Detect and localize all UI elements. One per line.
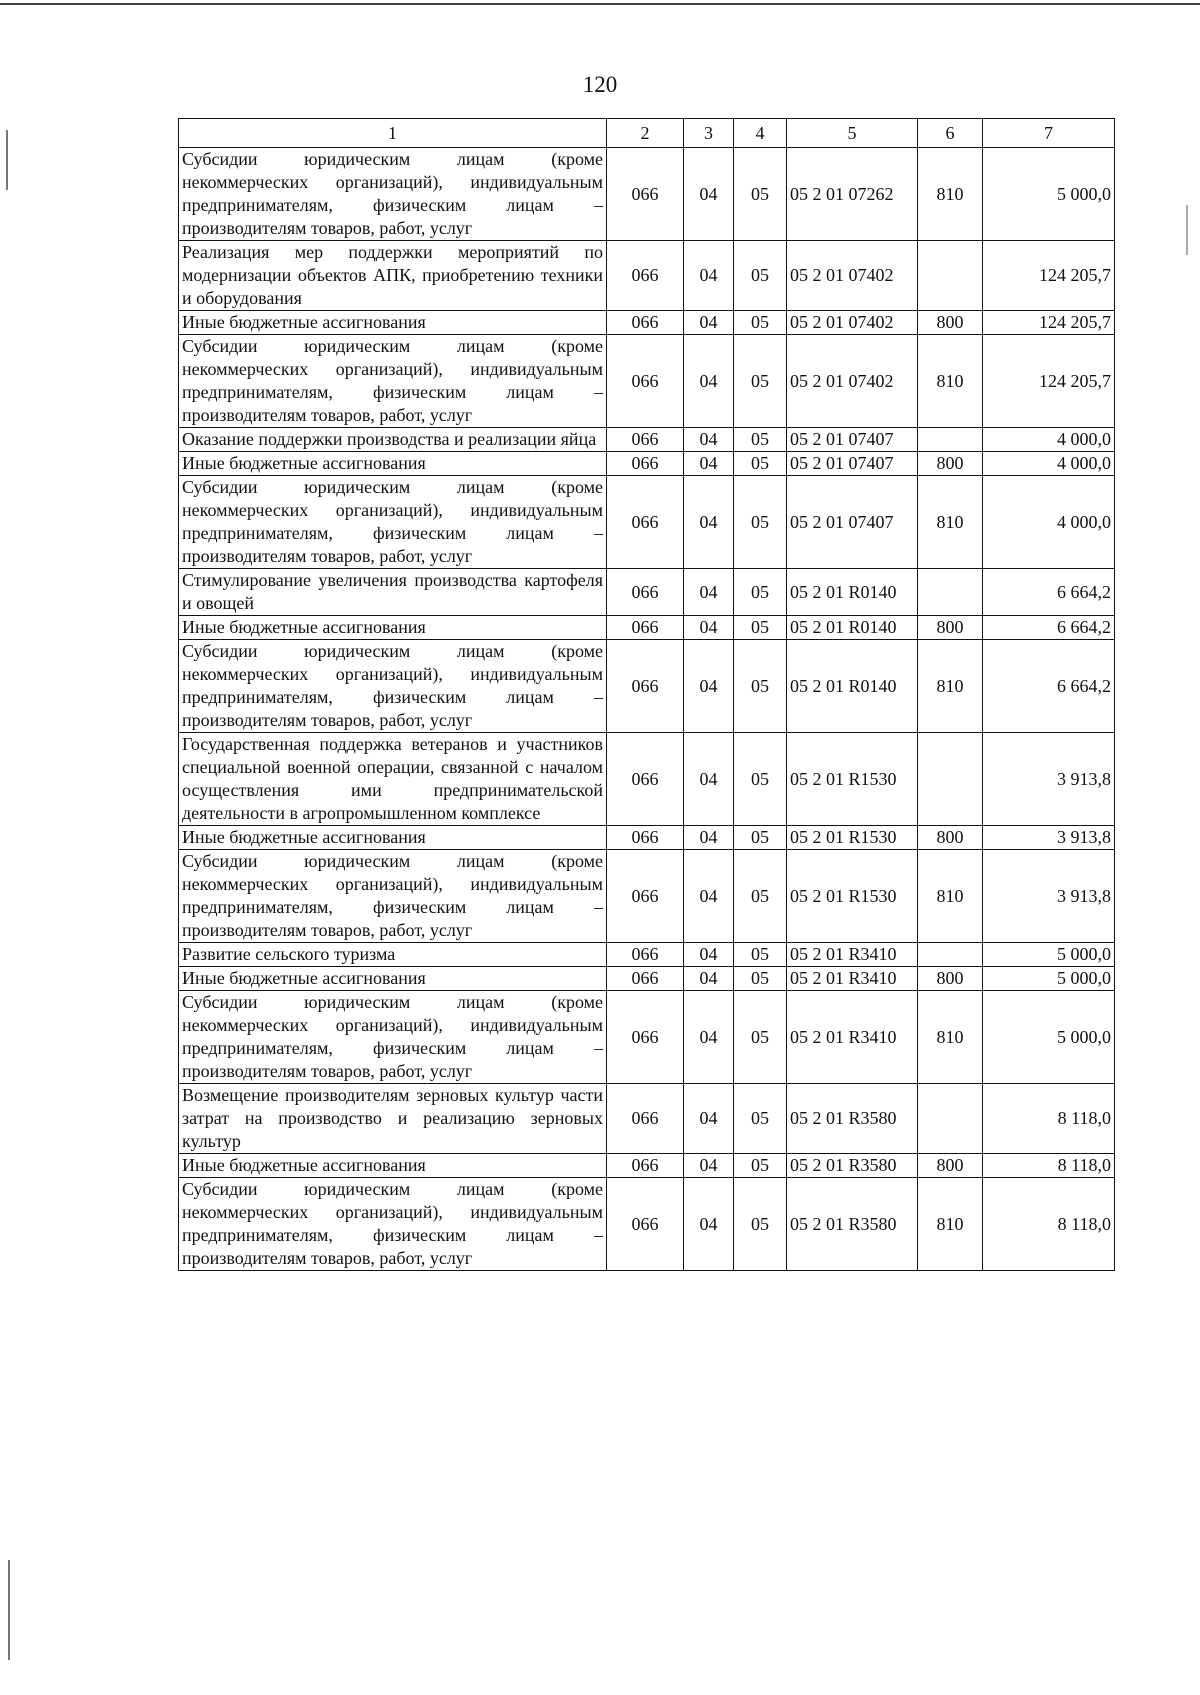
expense-type-cell: 800 — [918, 616, 983, 640]
amount-cell: 124 205,7 — [983, 311, 1115, 335]
scan-artifact-mark — [8, 1560, 10, 1660]
item-name-cell: Развитие сельского туризма — [179, 943, 607, 967]
admin-code-cell: 066 — [607, 569, 684, 616]
expense-type-cell: 800 — [918, 826, 983, 850]
admin-code-cell: 066 — [607, 616, 684, 640]
amount-cell: 5 000,0 — [983, 967, 1115, 991]
admin-code-cell: 066 — [607, 452, 684, 476]
item-name-cell: Иные бюджетные ассигнования — [179, 826, 607, 850]
section-code-cell: 04 — [684, 1154, 734, 1178]
subsection-code-cell: 05 — [734, 733, 787, 826]
item-name-cell: Субсидии юридическим лицам (кроме некоммерческих организаций), индивидуальным предпринимателям, физическим лицам – производителям товаров, работ, услуг — [179, 640, 607, 733]
amount-cell: 6 664,2 — [983, 569, 1115, 616]
admin-code-cell: 066 — [607, 428, 684, 452]
subsection-code-cell: 05 — [734, 943, 787, 967]
item-name-cell: Иные бюджетные ассигнования — [179, 452, 607, 476]
admin-code-cell: 066 — [607, 943, 684, 967]
table-row — [179, 569, 1115, 616]
expense-type-cell — [918, 1084, 983, 1154]
item-name-cell: Реализация мер поддержки мероприятий по модернизации объектов АПК, приобретению техники и оборудования — [179, 241, 607, 311]
target-article-cell: 05 2 01 R3580 — [787, 1084, 918, 1154]
section-code-cell: 04 — [684, 826, 734, 850]
target-article-cell: 05 2 01 R3410 — [787, 991, 918, 1084]
item-name-cell: Стимулирование увеличения производства картофеля и овощей — [179, 569, 607, 616]
table-row — [179, 148, 1115, 241]
subsection-code-cell: 05 — [734, 311, 787, 335]
subsection-code-cell: 05 — [734, 428, 787, 452]
item-name-cell: Иные бюджетные ассигнования — [179, 967, 607, 991]
section-code-cell: 04 — [684, 428, 734, 452]
budget-table — [178, 118, 1115, 1271]
admin-code-cell: 066 — [607, 1178, 684, 1271]
column-header: 5 — [787, 119, 918, 148]
expense-type-cell: 810 — [918, 991, 983, 1084]
amount-cell: 4 000,0 — [983, 476, 1115, 569]
subsection-code-cell: 05 — [734, 148, 787, 241]
expense-type-cell: 810 — [918, 476, 983, 569]
item-name-cell: Субсидии юридическим лицам (кроме некоммерческих организаций), индивидуальным предпринимателям, физическим лицам – производителям товаров, работ, услуг — [179, 991, 607, 1084]
section-code-cell: 04 — [684, 640, 734, 733]
section-code-cell: 04 — [684, 335, 734, 428]
admin-code-cell: 066 — [607, 826, 684, 850]
amount-cell: 8 118,0 — [983, 1154, 1115, 1178]
table-row — [179, 428, 1115, 452]
admin-code-cell: 066 — [607, 241, 684, 311]
expense-type-cell: 810 — [918, 850, 983, 943]
item-name-cell: Оказание поддержки производства и реализации яйца — [179, 428, 607, 452]
item-name-cell: Субсидии юридическим лицам (кроме некоммерческих организаций), индивидуальным предпринимателям, физическим лицам – производителям товаров, работ, услуг — [179, 335, 607, 428]
target-article-cell: 05 2 01 07402 — [787, 311, 918, 335]
item-name-cell: Субсидии юридическим лицам (кроме некоммерческих организаций), индивидуальным предпринимателям, физическим лицам – производителям товаров, работ, услуг — [179, 850, 607, 943]
target-article-cell: 05 2 01 R3410 — [787, 967, 918, 991]
admin-code-cell: 066 — [607, 733, 684, 826]
subsection-code-cell: 05 — [734, 335, 787, 428]
amount-cell: 4 000,0 — [983, 452, 1115, 476]
column-header: 3 — [684, 119, 734, 148]
item-name-cell: Возмещение производителям зерновых культур части затрат на производство и реализацию зерновых культур — [179, 1084, 607, 1154]
amount-cell: 3 913,8 — [983, 733, 1115, 826]
subsection-code-cell: 05 — [734, 241, 787, 311]
amount-cell: 3 913,8 — [983, 850, 1115, 943]
target-article-cell: 05 2 01 R1530 — [787, 826, 918, 850]
expense-type-cell: 810 — [918, 148, 983, 241]
target-article-cell: 05 2 01 07407 — [787, 452, 918, 476]
section-code-cell: 04 — [684, 569, 734, 616]
table-header-row — [179, 119, 1115, 148]
column-header: 6 — [918, 119, 983, 148]
table-body — [179, 148, 1115, 1271]
table-row — [179, 733, 1115, 826]
admin-code-cell: 066 — [607, 850, 684, 943]
admin-code-cell: 066 — [607, 640, 684, 733]
expense-type-cell: 810 — [918, 1178, 983, 1271]
target-article-cell: 05 2 01 R1530 — [787, 850, 918, 943]
section-code-cell: 04 — [684, 148, 734, 241]
scan-edge-line — [0, 3, 1200, 5]
subsection-code-cell: 05 — [734, 1178, 787, 1271]
target-article-cell: 05 2 01 07402 — [787, 241, 918, 311]
item-name-cell: Иные бюджетные ассигнования — [179, 311, 607, 335]
amount-cell: 5 000,0 — [983, 991, 1115, 1084]
section-code-cell: 04 — [684, 476, 734, 569]
admin-code-cell: 066 — [607, 991, 684, 1084]
amount-cell: 124 205,7 — [983, 241, 1115, 311]
section-code-cell: 04 — [684, 1084, 734, 1154]
amount-cell: 5 000,0 — [983, 148, 1115, 241]
admin-code-cell: 066 — [607, 148, 684, 241]
table-row — [179, 1084, 1115, 1154]
item-name-cell: Иные бюджетные ассигнования — [179, 1154, 607, 1178]
table-row — [179, 991, 1115, 1084]
column-header: 2 — [607, 119, 684, 148]
amount-cell: 6 664,2 — [983, 640, 1115, 733]
amount-cell: 8 118,0 — [983, 1178, 1115, 1271]
subsection-code-cell: 05 — [734, 967, 787, 991]
expense-type-cell — [918, 241, 983, 311]
expense-type-cell: 800 — [918, 1154, 983, 1178]
expense-type-cell: 800 — [918, 452, 983, 476]
target-article-cell: 05 2 01 R1530 — [787, 733, 918, 826]
target-article-cell: 05 2 01 07407 — [787, 428, 918, 452]
target-article-cell: 05 2 01 R3580 — [787, 1154, 918, 1178]
section-code-cell: 04 — [684, 733, 734, 826]
target-article-cell: 05 2 01 R0140 — [787, 616, 918, 640]
subsection-code-cell: 05 — [734, 850, 787, 943]
table-row — [179, 452, 1115, 476]
amount-cell: 4 000,0 — [983, 428, 1115, 452]
item-name-cell: Субсидии юридическим лицам (кроме некоммерческих организаций), индивидуальным предпринимателям, физическим лицам – производителям товаров, работ, услуг — [179, 476, 607, 569]
amount-cell: 6 664,2 — [983, 616, 1115, 640]
amount-cell: 5 000,0 — [983, 943, 1115, 967]
expense-type-cell — [918, 733, 983, 826]
item-name-cell: Субсидии юридическим лицам (кроме некоммерческих организаций), индивидуальным предпринимателям, физическим лицам – производителям товаров, работ, услуг — [179, 1178, 607, 1271]
section-code-cell: 04 — [684, 991, 734, 1084]
table-row — [179, 1178, 1115, 1271]
subsection-code-cell: 05 — [734, 640, 787, 733]
section-code-cell: 04 — [684, 1178, 734, 1271]
expense-type-cell: 800 — [918, 311, 983, 335]
subsection-code-cell: 05 — [734, 991, 787, 1084]
item-name-cell: Иные бюджетные ассигнования — [179, 616, 607, 640]
amount-cell: 8 118,0 — [983, 1084, 1115, 1154]
admin-code-cell: 066 — [607, 311, 684, 335]
table-row — [179, 943, 1115, 967]
target-article-cell: 05 2 01 07402 — [787, 335, 918, 428]
expense-type-cell: 810 — [918, 335, 983, 428]
expense-type-cell — [918, 943, 983, 967]
subsection-code-cell: 05 — [734, 569, 787, 616]
table-row — [179, 311, 1115, 335]
subsection-code-cell: 05 — [734, 452, 787, 476]
target-article-cell: 05 2 01 R0140 — [787, 640, 918, 733]
subsection-code-cell: 05 — [734, 616, 787, 640]
section-code-cell: 04 — [684, 943, 734, 967]
expense-type-cell: 800 — [918, 967, 983, 991]
subsection-code-cell: 05 — [734, 476, 787, 569]
subsection-code-cell: 05 — [734, 1084, 787, 1154]
page-number: 120 — [582, 72, 618, 97]
table-row — [179, 476, 1115, 569]
section-code-cell: 04 — [684, 967, 734, 991]
target-article-cell: 05 2 01 R3410 — [787, 943, 918, 967]
scan-artifact-mark — [1186, 205, 1188, 255]
item-name-cell: Субсидии юридическим лицам (кроме некоммерческих организаций), индивидуальным предпринимателям, физическим лицам – производителям товаров, работ, услуг — [179, 148, 607, 241]
item-name-cell: Государственная поддержка ветеранов и участников специальной военной операции, связанной с началом осуществления ими предпринимательской деятельности в агропромышленном комплексе — [179, 733, 607, 826]
amount-cell: 3 913,8 — [983, 826, 1115, 850]
column-header: 4 — [734, 119, 787, 148]
section-code-cell: 04 — [684, 616, 734, 640]
admin-code-cell: 066 — [607, 967, 684, 991]
admin-code-cell: 066 — [607, 1084, 684, 1154]
amount-cell: 124 205,7 — [983, 335, 1115, 428]
section-code-cell: 04 — [684, 452, 734, 476]
section-code-cell: 04 — [684, 241, 734, 311]
target-article-cell: 05 2 01 07407 — [787, 476, 918, 569]
table-row — [179, 616, 1115, 640]
table-row — [179, 335, 1115, 428]
table-row — [179, 850, 1115, 943]
admin-code-cell: 066 — [607, 335, 684, 428]
admin-code-cell: 066 — [607, 476, 684, 569]
subsection-code-cell: 05 — [734, 826, 787, 850]
expense-type-cell: 810 — [918, 640, 983, 733]
target-article-cell: 05 2 01 07262 — [787, 148, 918, 241]
target-article-cell: 05 2 01 R0140 — [787, 569, 918, 616]
table-row — [179, 640, 1115, 733]
table-row — [179, 1154, 1115, 1178]
table-row — [179, 241, 1115, 311]
scan-artifact-mark — [6, 130, 8, 190]
expense-type-cell — [918, 569, 983, 616]
section-code-cell: 04 — [684, 311, 734, 335]
subsection-code-cell: 05 — [734, 1154, 787, 1178]
target-article-cell: 05 2 01 R3580 — [787, 1178, 918, 1271]
table-row — [179, 826, 1115, 850]
admin-code-cell: 066 — [607, 1154, 684, 1178]
column-header: 1 — [179, 119, 607, 148]
section-code-cell: 04 — [684, 850, 734, 943]
expense-type-cell — [918, 428, 983, 452]
table-row — [179, 967, 1115, 991]
column-header: 7 — [983, 119, 1115, 148]
